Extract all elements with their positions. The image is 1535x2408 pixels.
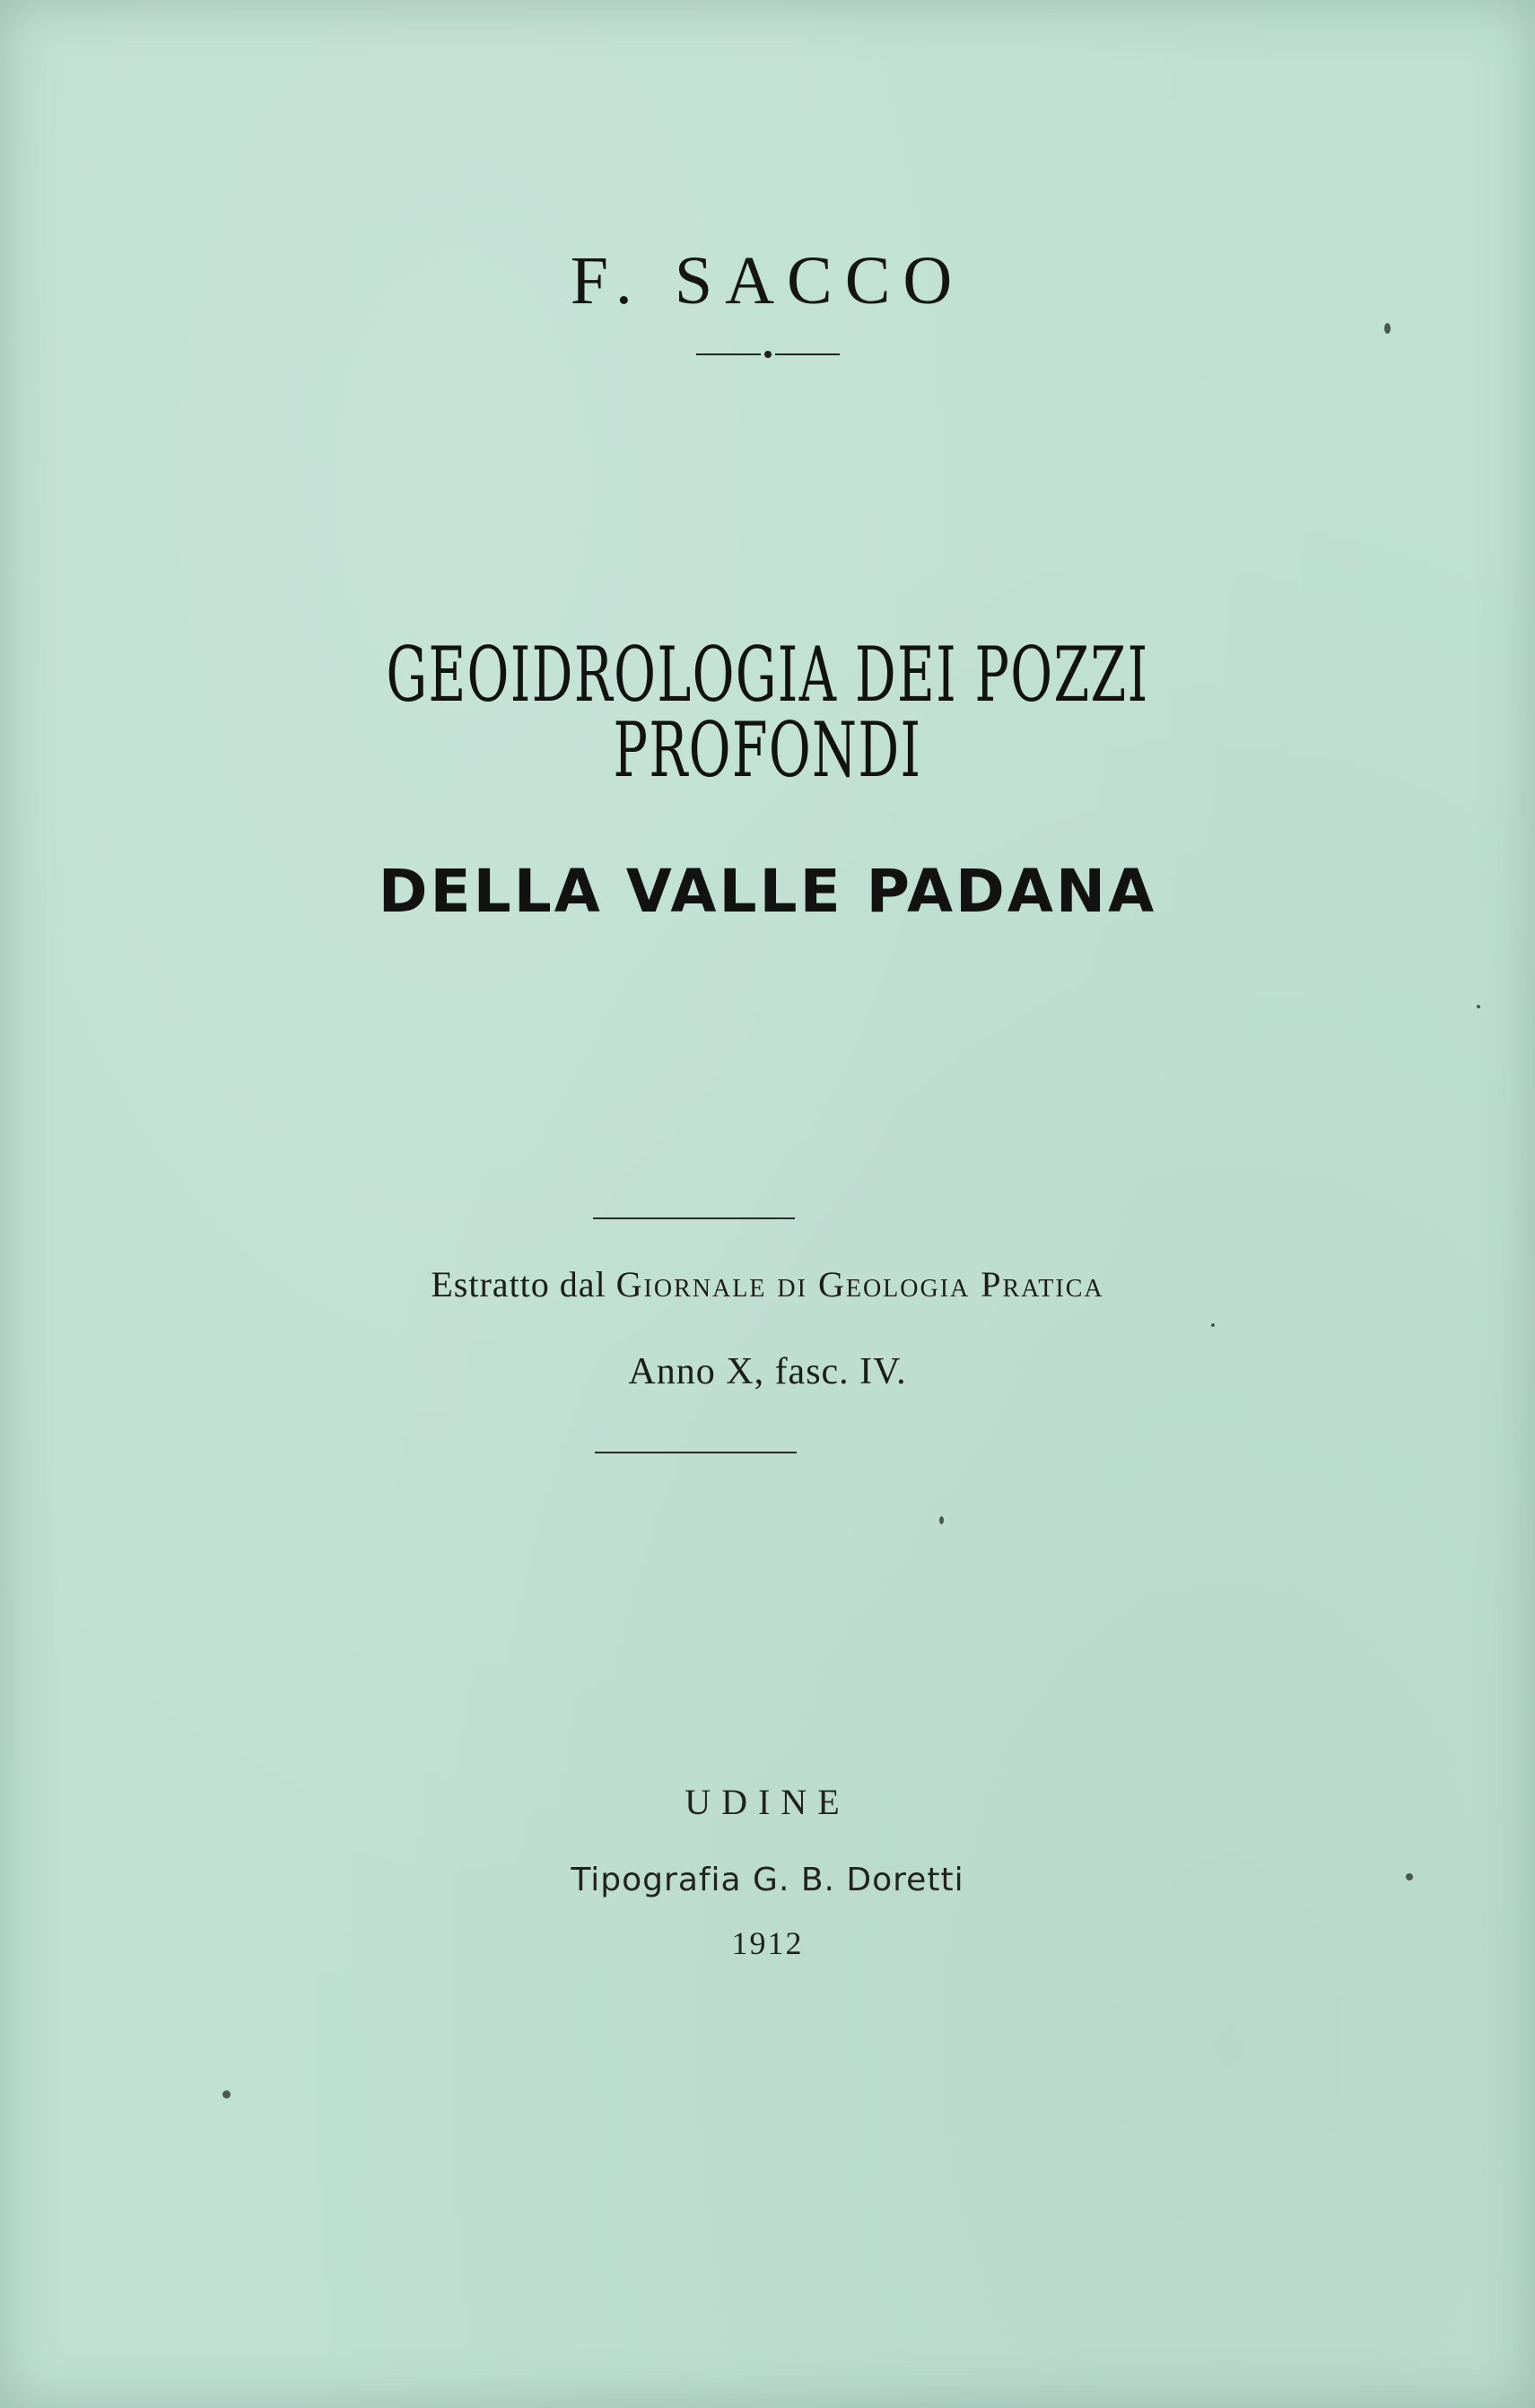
paper-speck [1406,1873,1413,1880]
paper-speck [1477,1005,1480,1008]
publication-year: 1912 [731,1925,804,1961]
extract-notice [0,1263,1535,1305]
journal-name: Giornale di Geologia Pratica [615,1264,1104,1304]
title-line-1: GEOIDROLOGIA DEI POZZI PROFONDI [386,631,1149,794]
divider-ornament-icon [696,345,840,363]
lower-rule [595,1452,797,1453]
ornamental-divider [0,345,1535,363]
printer-name: Tipografia G. B. Doretti [571,1862,964,1898]
upper-rule [593,1217,795,1219]
paper-speck [222,2090,231,2098]
paper-speck [1211,1323,1215,1327]
extract-prefix: Estratto dal [431,1264,606,1304]
issue-info: Anno X, fasc. IV. [628,1351,907,1392]
publication-city: UDINE [685,1782,850,1822]
paper-speck [939,1516,944,1524]
author-name: F. SACCO [570,243,965,318]
title-line-2: DELLA VALLE PADANA [378,857,1157,926]
paper-speck [1384,323,1391,334]
